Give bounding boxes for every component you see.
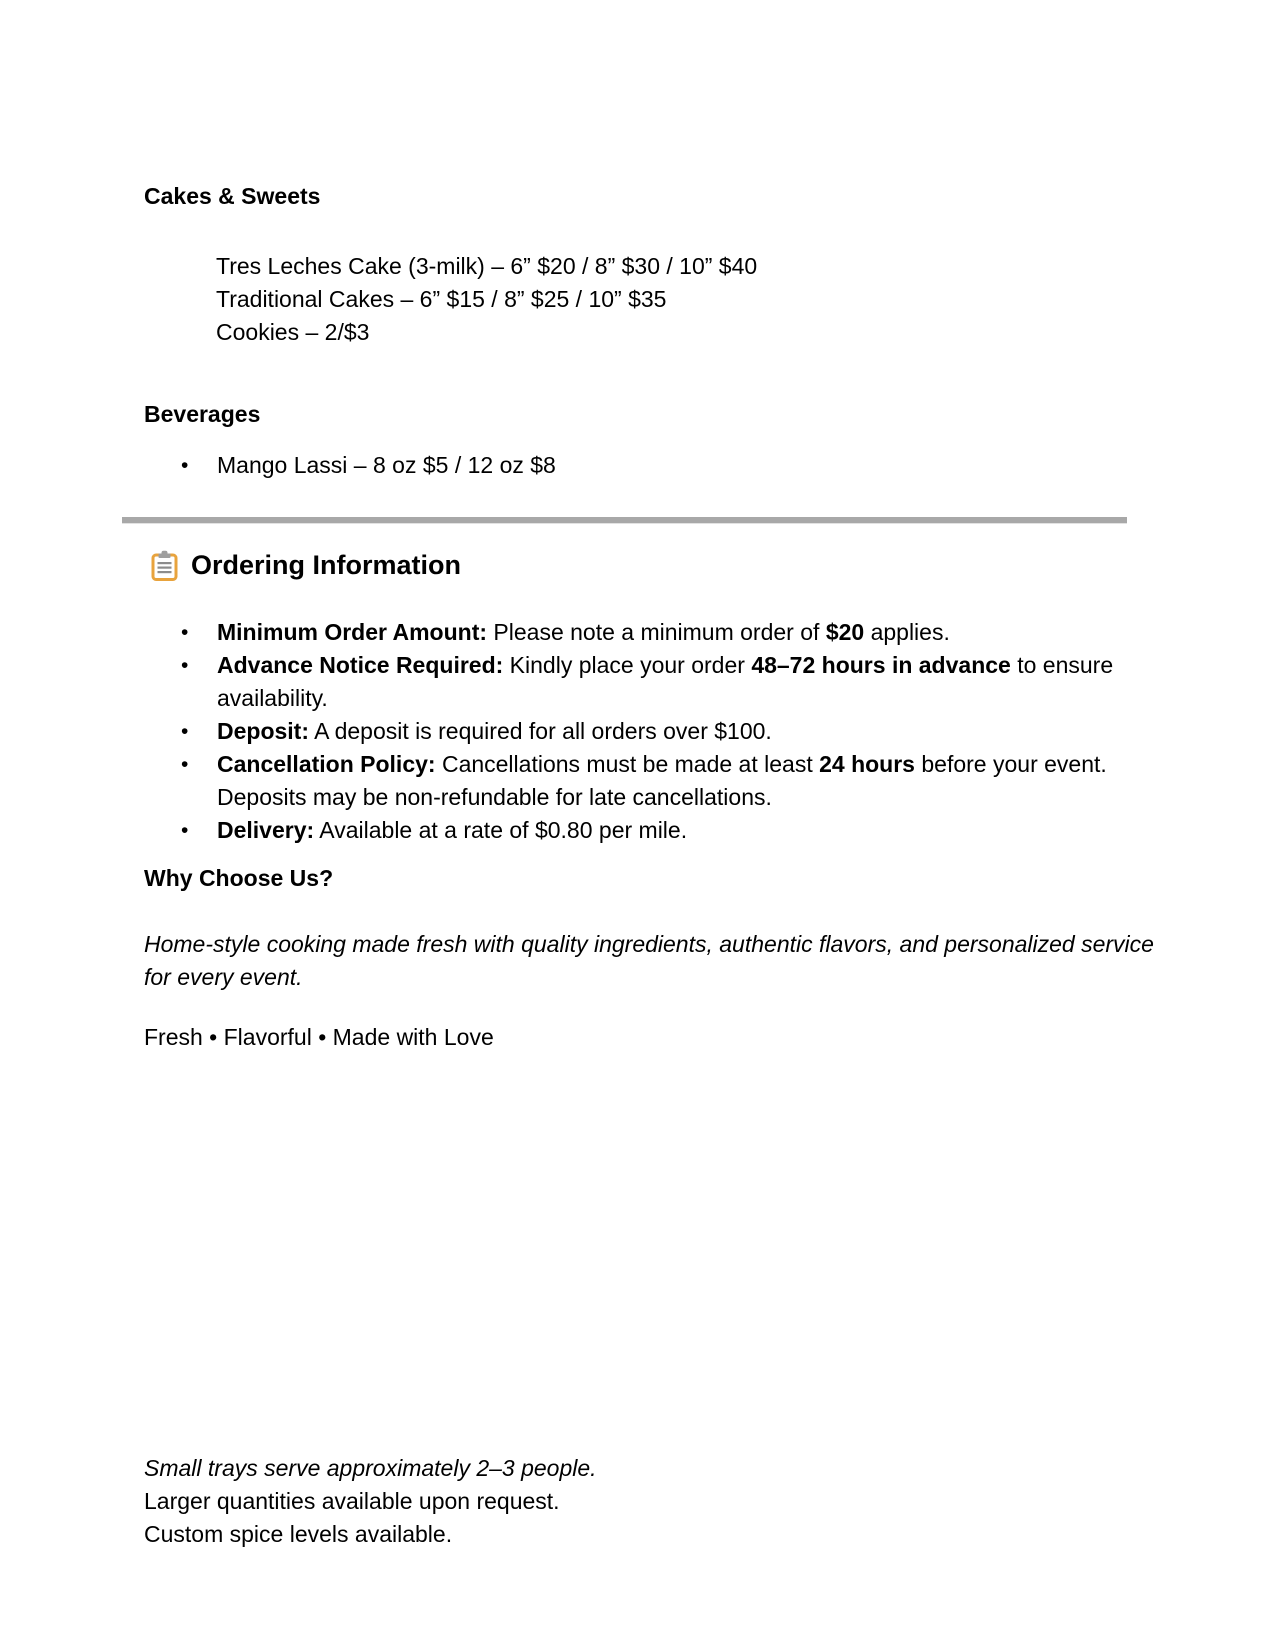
horizontal-divider (122, 517, 1127, 524)
menu-item-text: Mango Lassi – 8 oz $5 / 12 oz $8 (217, 452, 556, 478)
ordering-item-text: Cancellation Policy: Cancellations must be made at least 24 hours before your event. Deposits may be non-refundable for late cancellations. (217, 751, 1107, 810)
section-heading-why-choose-us: Why Choose Us? (144, 865, 334, 891)
ordering-item-text: Delivery: Available at a rate of $0.80 per mile. (217, 817, 688, 843)
menu-item-mango-lassi (181, 449, 1131, 482)
ordering-item-cancellation-policy (181, 748, 1131, 814)
bullet-icon: • (181, 654, 189, 677)
menu-item-cookies: Cookies – 2/$3 (216, 319, 370, 345)
bullet-icon: • (181, 753, 189, 776)
section-heading-beverages: Beverages (144, 401, 261, 427)
section-heading-cakes-sweets: Cakes & Sweets (144, 183, 321, 209)
footer-note-larger-quantities: Larger quantities available upon request. (144, 1488, 560, 1514)
ordering-item-delivery (181, 814, 1131, 847)
ordering-item-text: Minimum Order Amount: Please note a minimum order of $20 applies. (217, 619, 950, 645)
ordering-item-text: Deposit: A deposit is required for all orders over $100. (217, 718, 772, 744)
bullet-icon: • (181, 621, 189, 644)
ordering-info-list (181, 616, 1131, 847)
footer-note-serving-size: Small trays serve approximately 2–3 people. (144, 1455, 597, 1481)
tagline-text: Home-style cooking made fresh with quality ingredients, authentic flavors, and personalized service for every event. (144, 931, 1154, 990)
motto-text: Fresh • Flavorful • Made with Love (144, 1024, 494, 1050)
section-heading-text: Ordering Information (191, 550, 461, 580)
beverages-list (181, 449, 1131, 482)
bullet-icon: • (181, 819, 189, 842)
ordering-item-advance-notice (181, 649, 1131, 715)
menu-item-traditional-cakes: Traditional Cakes – 6” $15 / 8” $25 / 10” $35 (216, 286, 667, 312)
footer-notes (144, 1452, 597, 1551)
bullet-icon: • (181, 720, 189, 743)
footer-note-spice-levels: Custom spice levels available. (144, 1521, 453, 1547)
ordering-item-deposit (181, 715, 1131, 748)
cakes-items-list (216, 250, 757, 349)
ordering-item-minimum-order (181, 616, 1131, 649)
menu-item-tres-leches: Tres Leches Cake (3-milk) – 6” $20 / 8” $30 / 10” $40 (216, 253, 758, 279)
clipboard-icon (151, 550, 178, 581)
section-heading-ordering-information (151, 548, 461, 582)
bullet-icon: • (181, 454, 189, 477)
ordering-item-text: Advance Notice Required: Kindly place your order 48–72 hours in advance to ensure availability. (217, 652, 1114, 711)
